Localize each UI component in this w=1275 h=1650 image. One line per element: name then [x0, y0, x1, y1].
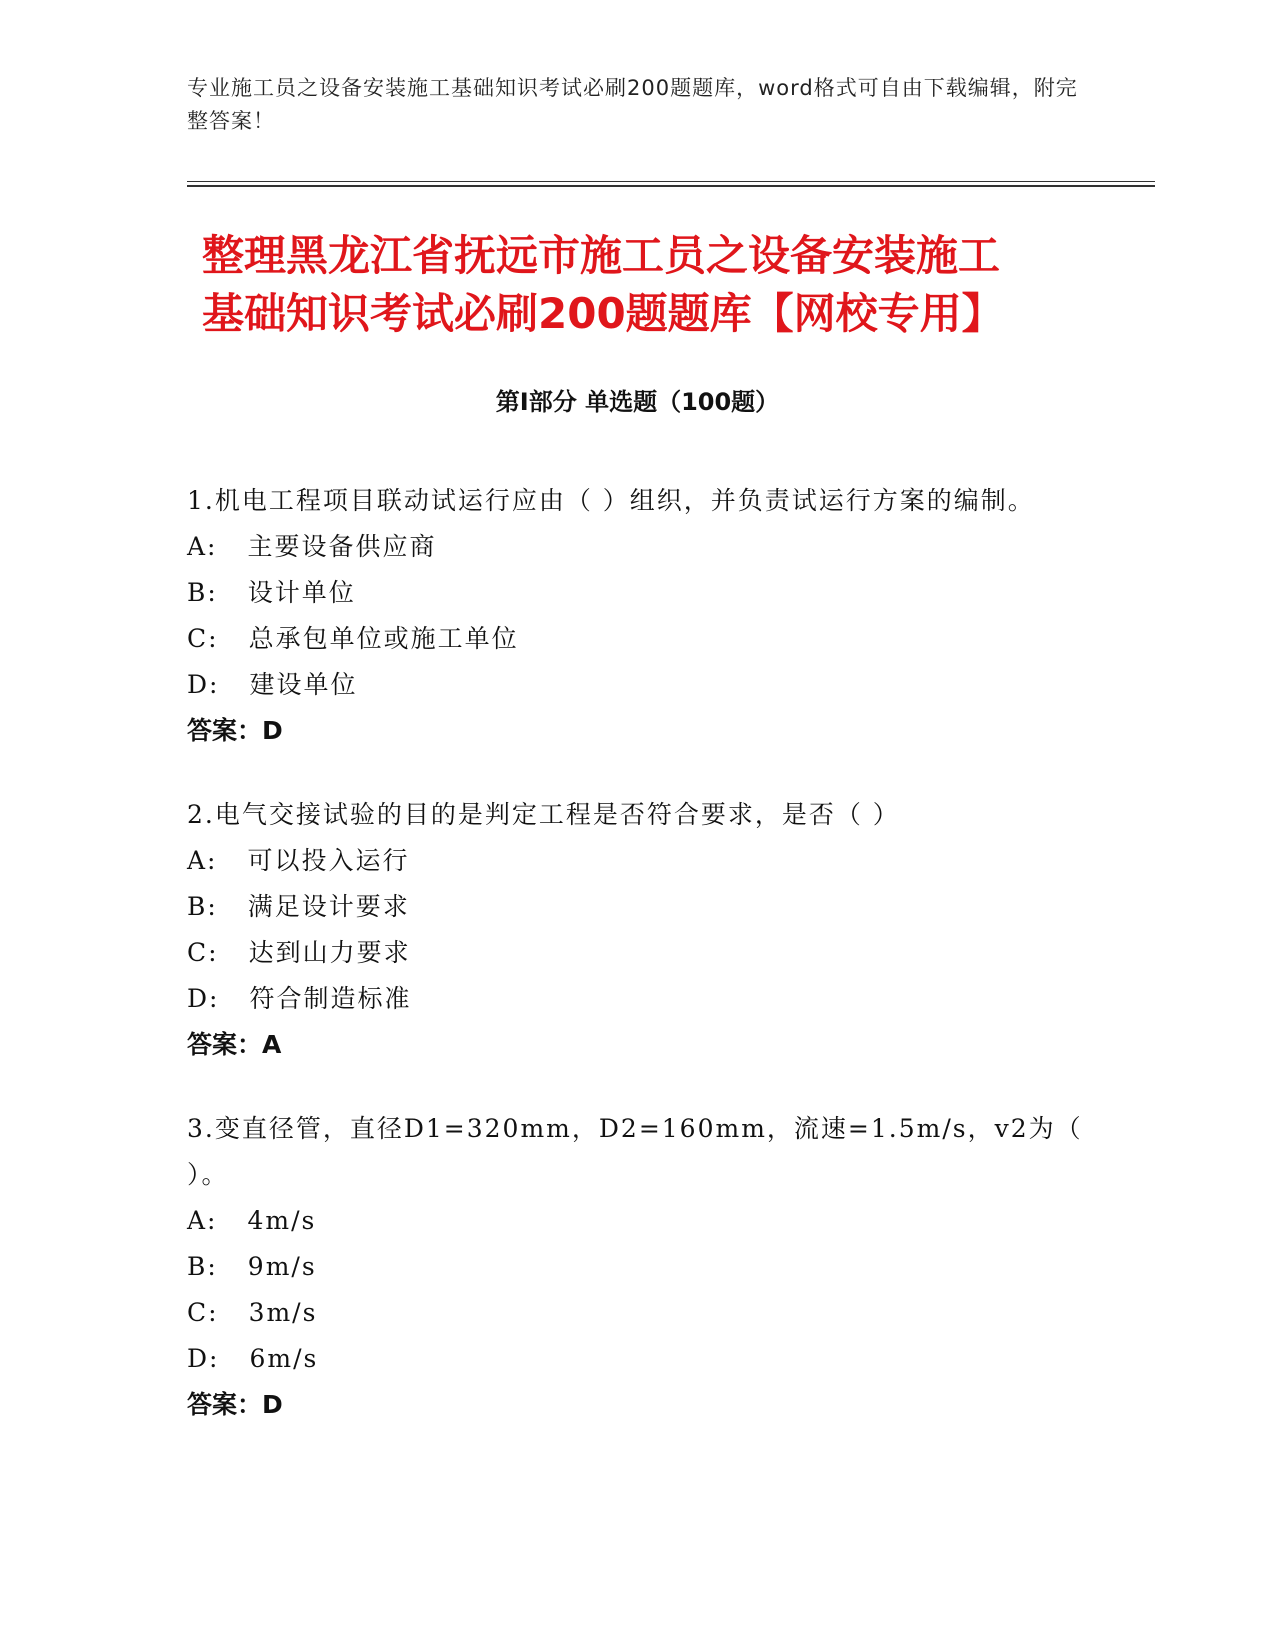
- question-stem: 2.电气交接试验的目的是判定工程是否符合要求，是否（ ）: [187, 800, 900, 829]
- option-a: [187, 838, 1087, 884]
- option-b: [187, 570, 1087, 616]
- option-letter: C:: [187, 624, 219, 653]
- option-d: [187, 662, 1087, 708]
- option-letter: B:: [187, 892, 218, 921]
- answer-value: D: [262, 1390, 283, 1419]
- option-d: [187, 1336, 1087, 1382]
- option-a: [187, 1198, 1087, 1244]
- answer-value: A: [262, 1030, 282, 1059]
- option-text: 建设单位: [249, 670, 358, 699]
- question-1: [187, 478, 1087, 754]
- option-letter: B:: [187, 578, 218, 607]
- option-text: 达到山力要求: [248, 938, 411, 967]
- answer-line: [187, 708, 1087, 754]
- option-letter: D:: [187, 670, 220, 699]
- option-text: 可以投入运行: [247, 846, 410, 875]
- question-stem: 1.机电工程项目联动试运行应由（ ）组织，并负责试运行方案的编制。: [187, 486, 1035, 515]
- answer-value: D: [262, 716, 283, 745]
- header-rule-thick: [187, 185, 1155, 187]
- option-text: 4m/s: [247, 1206, 317, 1235]
- option-b: [187, 884, 1087, 930]
- option-c: [187, 616, 1087, 662]
- option-letter: A:: [187, 1206, 218, 1235]
- section-title: 第Ⅰ部分 单选题（100题）: [495, 388, 780, 416]
- answer-label: 答案：: [187, 716, 263, 745]
- question-stem: 3.变直径管，直径D1=320mm，D2=160mm，流速=1.5m/s，v2为（ ）。: [187, 1114, 1083, 1189]
- option-letter: A:: [187, 532, 218, 561]
- header-rule-thin: [187, 181, 1155, 182]
- document-title: [202, 227, 1102, 343]
- option-text: 满足设计要求: [247, 892, 410, 921]
- option-c: [187, 1290, 1087, 1336]
- option-text: 主要设备供应商: [247, 532, 437, 561]
- answer-label: 答案：: [187, 1030, 263, 1059]
- option-letter: C:: [187, 938, 219, 967]
- answer-line: [187, 1022, 1087, 1068]
- option-text: 符合制造标准: [249, 984, 412, 1013]
- option-text: 9m/s: [247, 1252, 317, 1281]
- option-letter: C:: [187, 1298, 219, 1327]
- option-a: [187, 524, 1087, 570]
- question-3: [187, 1106, 1087, 1428]
- option-b: [187, 1244, 1087, 1290]
- option-text: 总承包单位或施工单位: [248, 624, 519, 653]
- answer-line: [187, 1382, 1087, 1428]
- question-list: [187, 478, 1087, 1466]
- option-letter: D:: [187, 1344, 220, 1373]
- option-text: 设计单位: [247, 578, 356, 607]
- option-text: 6m/s: [249, 1344, 319, 1373]
- option-letter: A:: [187, 846, 218, 875]
- option-c: [187, 930, 1087, 976]
- option-letter: D:: [187, 984, 220, 1013]
- document-title-line-1: 整理黑龙江省抚远市施工员之设备安装施工: [202, 231, 1001, 280]
- question-2: [187, 792, 1087, 1068]
- option-letter: B:: [187, 1252, 218, 1281]
- header-note: 专业施工员之设备安装施工基础知识考试必刷200题题库，word格式可自由下载编辑，附完整答案！: [187, 76, 1078, 133]
- answer-label: 答案：: [187, 1390, 263, 1419]
- document-title-line-2: 基础知识考试必刷200题题库【网校专用】: [202, 289, 1004, 338]
- option-d: [187, 976, 1087, 1022]
- option-text: 3m/s: [248, 1298, 318, 1327]
